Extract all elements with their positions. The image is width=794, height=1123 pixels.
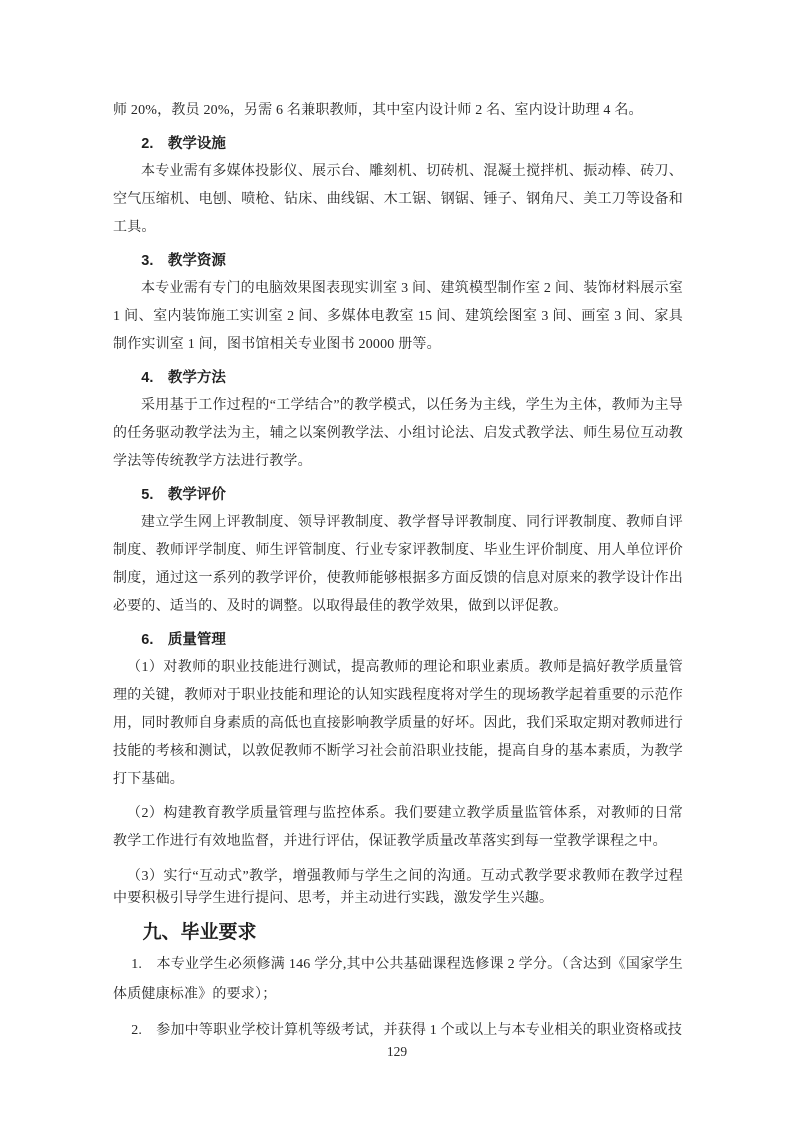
- paragraph-teaching-methods: 采用基于工作过程的“工学结合”的教学模式，以任务为主线，学生为主体，教师为主导的任务驱动教学法为主，辅之以案例教学法、小组讨论法、启发式教学法、师生易位互动教学法等传统教学方法进行教学。: [113, 398, 683, 469]
- page-body: [113, 97, 683, 1046]
- paragraph-quality-management-3: （3）实行“互动式”教学，增强教师与学生之间的沟通。互动式教学要求教师在教学过程中要积极引导学生进行提问、思考，并主动进行实践，激发学生兴趣。: [113, 869, 683, 906]
- chapter-heading-graduation-requirements: 九、毕业要求: [142, 922, 257, 943]
- section-heading-teaching-methods: 4. 教学方法: [141, 370, 226, 386]
- list-item-certificate-requirement: 2. 参加中等职业学校计算机等级考试，并获得 1 个或以上与本专业相关的职业资格或技: [131, 1023, 683, 1038]
- section-heading-teaching-resources: 3. 教学资源: [141, 253, 226, 269]
- list-item-credits-requirement: 1. 本专业学生必须修满 146 学分,其中公共基础课程选修课 2 学分。（含达到《国家学生体质健康标准》的要求）；: [113, 957, 683, 1002]
- paragraph-quality-management-1: （1）对教师的职业技能进行测试，提高教师的理论和职业素质。教师是搞好教学质量管理的关键，教师对于职业技能和理论的认知实践程度将对学生的现场教学起着重要的示范作用，同时教师自身素质的高低也直接影响教学质量的好坏。因此，我们采取定期对教师进行技能的考核和测试，以敦促教师不断学习社会前沿职业技能，提高自身的基本素质，为教学打下基础。: [113, 660, 683, 787]
- section-heading-quality-management: 6. 质量管理: [141, 632, 226, 648]
- paragraph-staff-continuation: 师 20%，教员 20%，另需 6 名兼职教师，其中室内设计师 2 名、室内设计助理 4 名。: [113, 103, 643, 118]
- section-heading-teaching-facilities: 2. 教学设施: [141, 136, 226, 152]
- paragraph-teaching-resources: 本专业需有专门的电脑效果图表现实训室 3 间、建筑模型制作室 2 间、装饰材料展示室 1 间、室内装饰施工实训室 2 间、多媒体电教室 15 间、建筑绘图室 3 间、画室 3 间、家具制作实训室 1 间，图书馆相关专业图书 20000 册等。: [113, 281, 683, 352]
- paragraph-quality-management-2: （2）构建教育教学质量管理与监控体系。我们要建立教学质量监管体系，对教师的日常教学工作进行有效地监督，并进行评估，保证教学质量改革落实到每一堂教学课程之中。: [113, 806, 683, 849]
- section-heading-teaching-evaluation: 5. 教学评价: [141, 487, 226, 503]
- paragraph-teaching-facilities: 本专业需有多媒体投影仪、展示台、雕刻机、切砖机、混凝土搅拌机、振动棒、砖刀、空气压缩机、电刨、喷枪、钻床、曲线锯、木工锯、钢锯、锤子、钢角尺、美工刀等设备和工具。: [113, 164, 683, 235]
- paragraph-teaching-evaluation: 建立学生网上评教制度、领导评教制度、教学督导评教制度、同行评教制度、教师自评制度、教师评学制度、师生评管制度、行业专家评教制度、毕业生评价制度、用人单位评价制度，通过这一系列的教学评价，使教师能够根据多方面反馈的信息对原来的教学设计作出必要的、适当的、及时的调整。以取得最佳的教学效果，做到以评促教。: [113, 515, 683, 614]
- page-number: 129: [386, 1044, 408, 1059]
